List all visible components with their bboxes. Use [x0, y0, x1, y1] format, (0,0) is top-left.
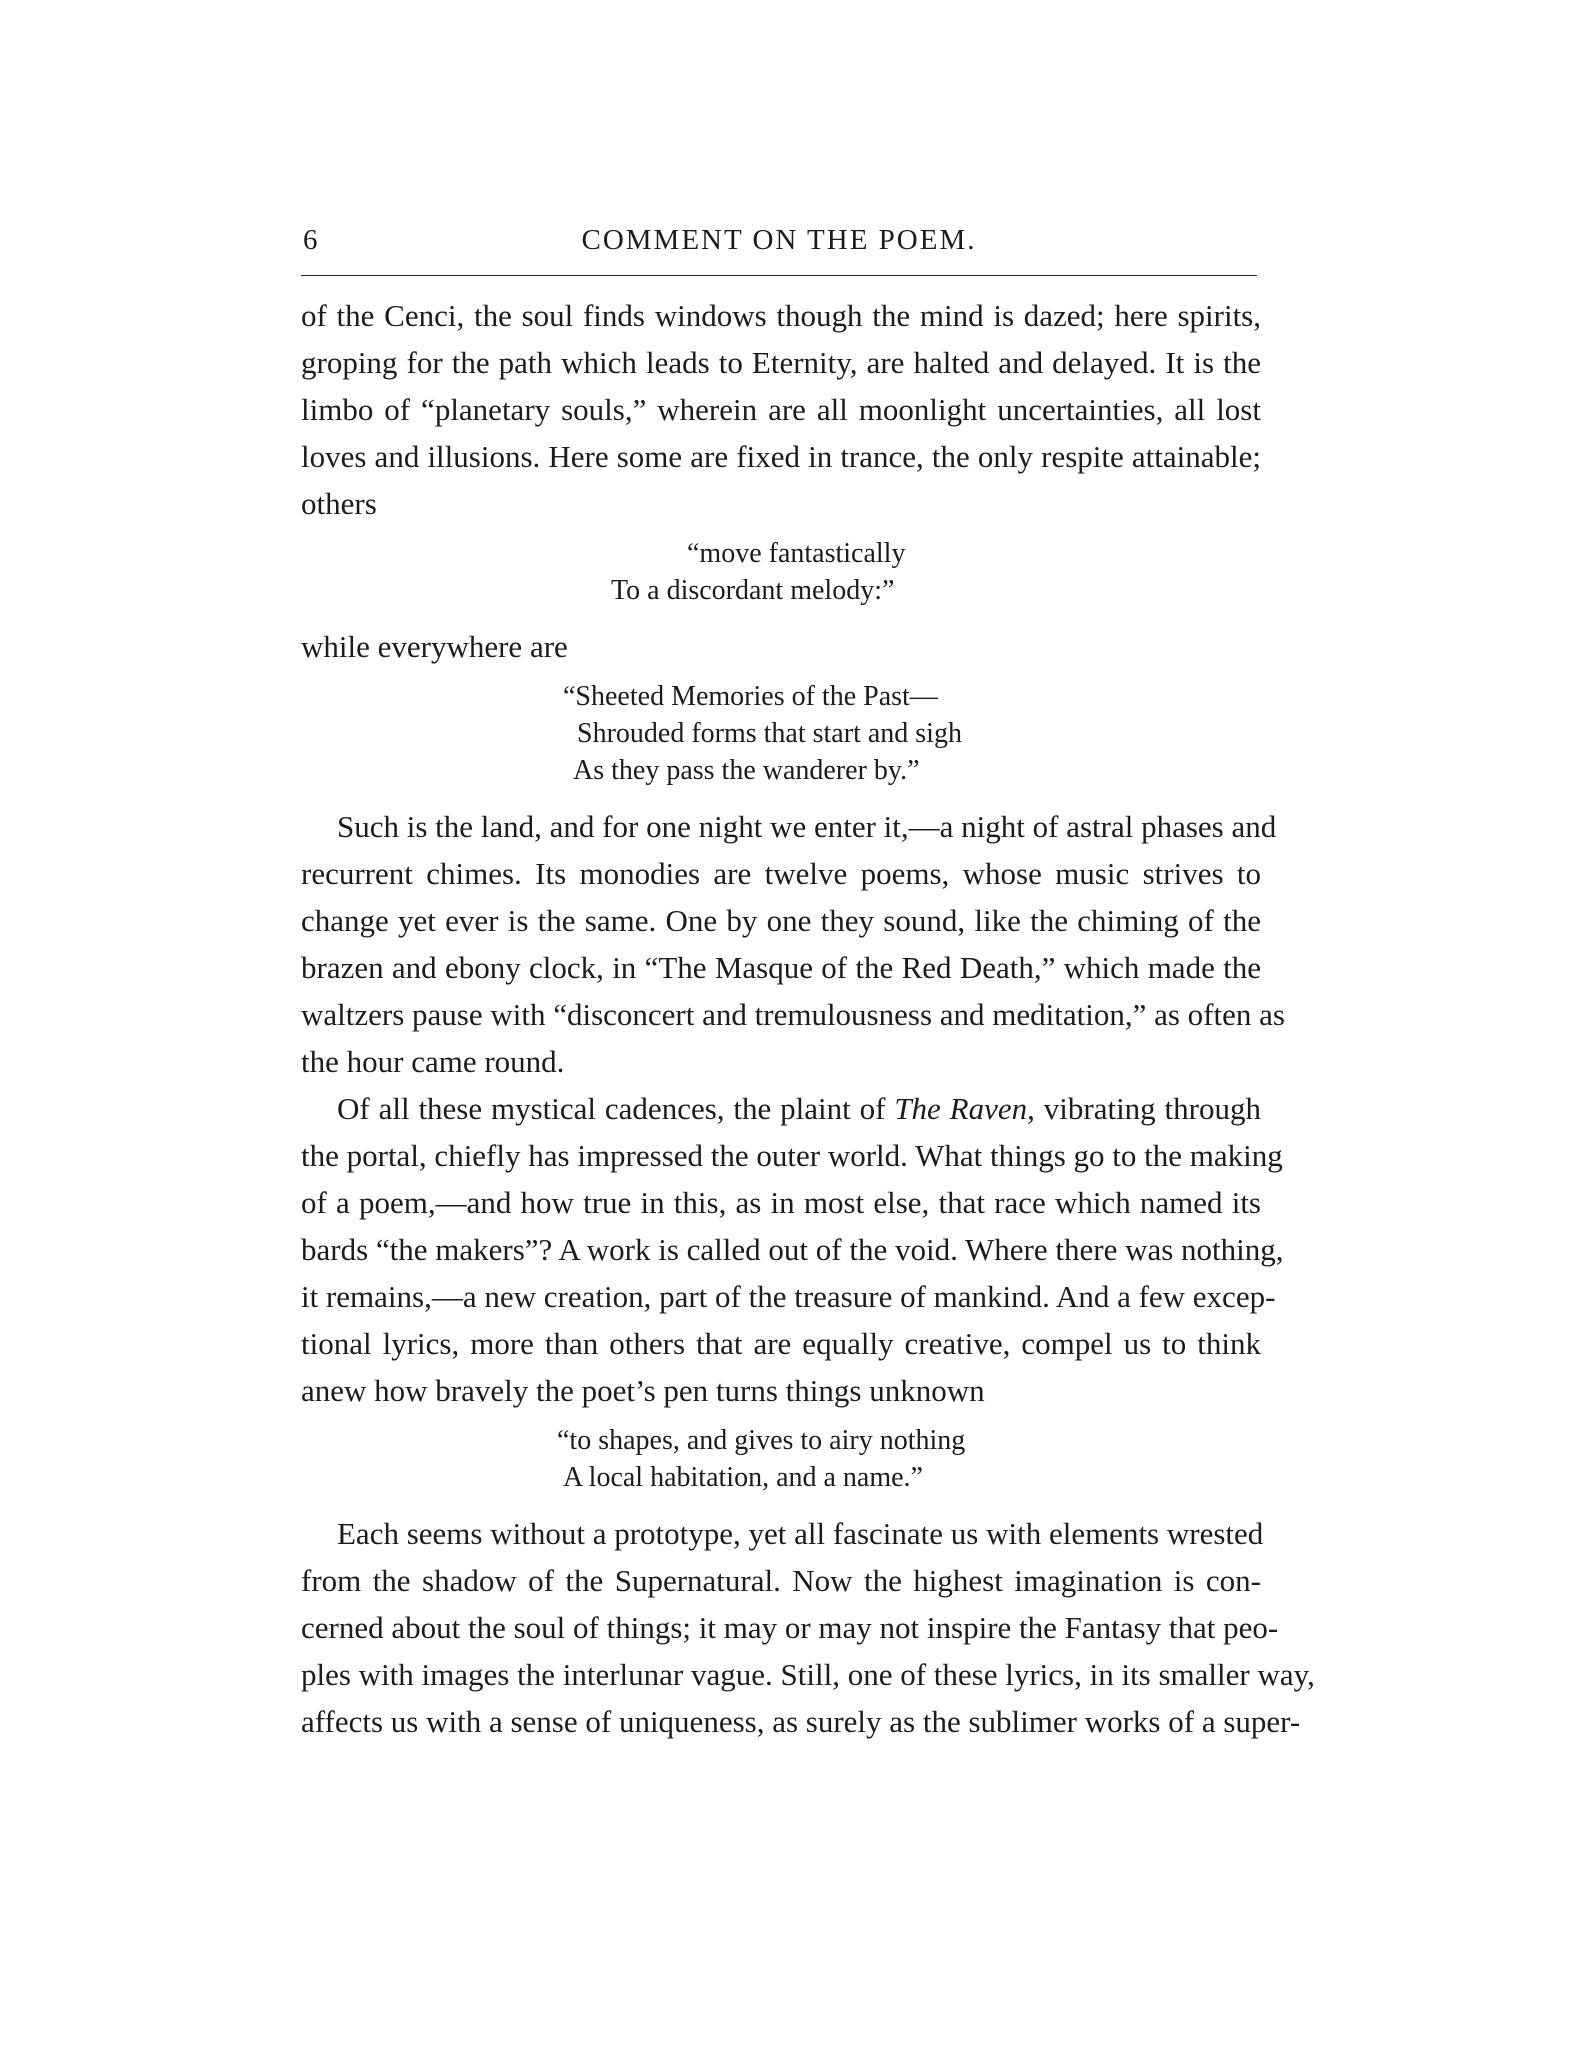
verse-line: A local habitation, and a name.”: [563, 1462, 923, 1493]
verse-line: “move fantastically: [687, 538, 906, 569]
text-line: waltzers pause with “disconcert and tremulousness and meditation,” as often as: [301, 997, 1285, 1032]
body-text: [301, 292, 1315, 1745]
text-line: Of all these mystical cadences, the plaint of The Raven, vibrating through: [337, 1091, 1261, 1126]
text-line: groping for the path which leads to Eternity, are halted and delayed. It is the: [301, 345, 1261, 380]
running-title: COMMENT ON THE POEM.: [581, 224, 977, 256]
text-line: others: [301, 486, 377, 521]
text-line: the portal, chiefly has impressed the outer world. What things go to the making: [301, 1138, 1283, 1173]
text-line: loves and illusions. Here some are fixed in trance, the only respite attainable;: [301, 439, 1261, 474]
text-line: cerned about the soul of things; it may or may not inspire the Fantasy that peo-: [301, 1610, 1279, 1645]
text-line: anew how bravely the poet’s pen turns things unknown: [301, 1373, 985, 1408]
text-line: Each seems without a prototype, yet all fascinate us with elements wrested: [337, 1516, 1264, 1551]
text-line: Such is the land, and for one night we enter it,—a night of astral phases and: [337, 809, 1277, 844]
text-line: limbo of “planetary souls,” wherein are all moonlight uncertainties, all lost: [301, 392, 1261, 427]
verse-line: “Sheeted Memories of the Past—: [563, 681, 938, 712]
text-line: affects us with a sense of uniqueness, as surely as the sublimer works of a super-: [301, 1704, 1301, 1739]
text-line: of a poem,—and how true in this, as in most else, that race which named its: [301, 1185, 1261, 1220]
text-line: while everywhere are: [301, 629, 568, 664]
text-line: from the shadow of the Supernatural. Now the highest imagination is con-: [301, 1563, 1261, 1598]
verse-line: To a discordant melody:”: [611, 575, 895, 606]
verse-line: “to shapes, and gives to airy nothing: [557, 1425, 966, 1456]
text-line: ples with images the interlunar vague. Still, one of these lyrics, in its smaller way,: [301, 1657, 1315, 1692]
text-line: of the Cenci, the soul finds windows though the mind is dazed; here spirits,: [301, 298, 1261, 333]
text-line: bards “the makers”? A work is called out of the void. Where there was nothing,: [301, 1232, 1284, 1267]
running-head: [301, 224, 1257, 264]
text-line: recurrent chimes. Its monodies are twelve poems, whose music strives to: [301, 856, 1261, 891]
text-line: change yet ever is the same. One by one they sound, like the chiming of the: [301, 903, 1261, 938]
page-number: 6: [303, 224, 318, 256]
verse-line: Shrouded forms that start and sigh: [577, 718, 962, 749]
text-line: tional lyrics, more than others that are equally creative, compel us to think: [301, 1326, 1261, 1361]
text-line: the hour came round.: [301, 1044, 565, 1079]
text-line: brazen and ebony clock, in “The Masque of the Red Death,” which made the: [301, 950, 1261, 985]
verse-line: As they pass the wanderer by.”: [573, 755, 920, 786]
poem-title: The Raven: [894, 1091, 1028, 1126]
text-line: it remains,—a new creation, part of the treasure of mankind. And a few excep-: [301, 1279, 1276, 1314]
header-rule: [301, 275, 1257, 276]
